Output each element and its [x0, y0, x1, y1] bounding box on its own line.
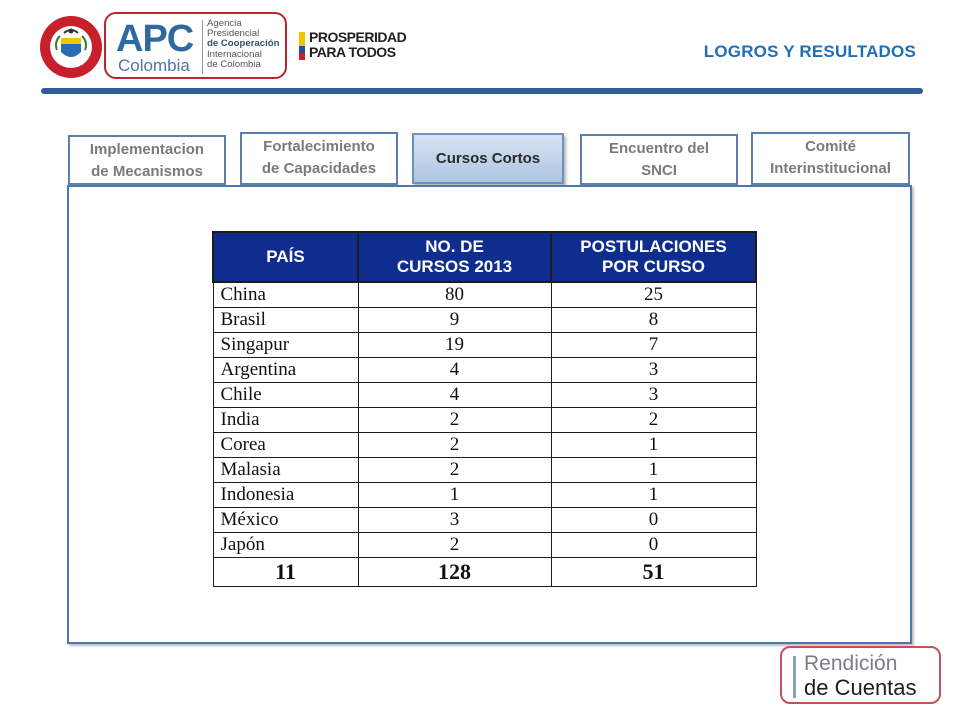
tab-label: Comité Interinstitucional	[770, 138, 891, 177]
cell-applications: 1	[551, 432, 756, 457]
cell-country: Argentina	[213, 357, 358, 382]
apc-country: Colombia	[118, 56, 190, 75]
table-total-row	[213, 557, 756, 586]
table-row	[213, 457, 756, 482]
apc-agency-name	[207, 19, 287, 70]
cell-applications: 25	[551, 282, 756, 307]
cell-courses: 4	[358, 357, 551, 382]
cell-applications: 2	[551, 407, 756, 432]
apc-line: de Cooperación	[207, 38, 280, 50]
apc-colombia-logo	[104, 12, 287, 79]
cell-courses: 4	[358, 382, 551, 407]
prosperidad-line2: PARA TODOS	[309, 44, 396, 60]
tab-label: Encuentro del SNCI	[608, 140, 709, 179]
apc-line: de Colombia	[207, 58, 261, 70]
apc-letters: APC	[116, 18, 194, 60]
rendicion-de-cuentas-logo	[780, 646, 941, 704]
total-courses: 128	[358, 557, 551, 586]
tab-label: Cursos Cortos	[435, 150, 541, 167]
table-row	[213, 507, 756, 532]
cell-courses: 2	[358, 432, 551, 457]
table-row	[213, 482, 756, 507]
tab-encuentro-del-snci[interactable]	[580, 134, 738, 185]
column-header-cursos: NO. DE CURSOS 2013	[358, 232, 551, 282]
column-header-postulaciones: POSTULACIONES POR CURSO	[551, 232, 756, 282]
tab-fortalecimiento-de-capacidades[interactable]	[240, 132, 398, 185]
total-countries: 11	[213, 557, 358, 586]
cell-country: Japón	[213, 532, 358, 557]
cell-country: Indonesia	[213, 482, 358, 507]
table-header-row	[213, 232, 756, 282]
colombia-seal-logo	[38, 14, 104, 80]
cell-applications: 3	[551, 382, 756, 407]
apc-line: Presidencial	[207, 28, 260, 40]
colombia-flag-icon	[299, 32, 305, 60]
cell-applications: 8	[551, 307, 756, 332]
page-heading: LOGROS Y RESULTADOS	[703, 42, 916, 61]
apc-divider	[202, 20, 203, 74]
cell-country: Brasil	[213, 307, 358, 332]
table-row	[213, 407, 756, 432]
cell-courses: 19	[358, 332, 551, 357]
cell-country: Malasia	[213, 457, 358, 482]
cell-applications: 7	[551, 332, 756, 357]
table-row	[213, 432, 756, 457]
table-row	[213, 307, 756, 332]
total-applications: 51	[551, 557, 756, 586]
table-row	[213, 357, 756, 382]
cell-courses: 9	[358, 307, 551, 332]
cell-applications: 0	[551, 507, 756, 532]
cell-applications: 1	[551, 482, 756, 507]
rendicion-line1: Rendición	[804, 652, 898, 675]
cell-applications: 0	[551, 532, 756, 557]
cell-courses: 3	[358, 507, 551, 532]
prosperidad-line1: PROSPERIDAD	[309, 29, 407, 45]
table-row	[213, 282, 756, 307]
cell-applications: 3	[551, 357, 756, 382]
cell-courses: 2	[358, 532, 551, 557]
cell-courses: 2	[358, 407, 551, 432]
rendicion-line2: de Cuentas	[804, 675, 917, 700]
table-row	[213, 382, 756, 407]
tab-implementacion-de-mecanismos[interactable]	[68, 135, 226, 185]
cell-country: China	[213, 282, 358, 307]
header-divider	[41, 88, 923, 94]
apc-line: Internacional	[207, 48, 262, 60]
cell-country: Corea	[213, 432, 358, 457]
tab-cursos-cortos[interactable]	[412, 133, 564, 184]
cell-country: Chile	[213, 382, 358, 407]
tab-comite-interinstitucional[interactable]	[751, 132, 910, 185]
apc-line: Agencia	[207, 18, 242, 29]
tab-label: Fortalecimiento de Capacidades	[261, 138, 377, 177]
cell-courses: 1	[358, 482, 551, 507]
table-row	[213, 332, 756, 357]
tab-label: Implementacion de Mecanismos	[89, 141, 205, 180]
cell-courses: 80	[358, 282, 551, 307]
table-row	[213, 532, 756, 557]
cell-country: India	[213, 407, 358, 432]
cell-country: Singapur	[213, 332, 358, 357]
cell-country: México	[213, 507, 358, 532]
column-header-pais: PAÍS	[213, 232, 358, 282]
courses-table	[212, 231, 757, 587]
cell-courses: 2	[358, 457, 551, 482]
logo-bar	[793, 656, 796, 698]
cell-applications: 1	[551, 457, 756, 482]
